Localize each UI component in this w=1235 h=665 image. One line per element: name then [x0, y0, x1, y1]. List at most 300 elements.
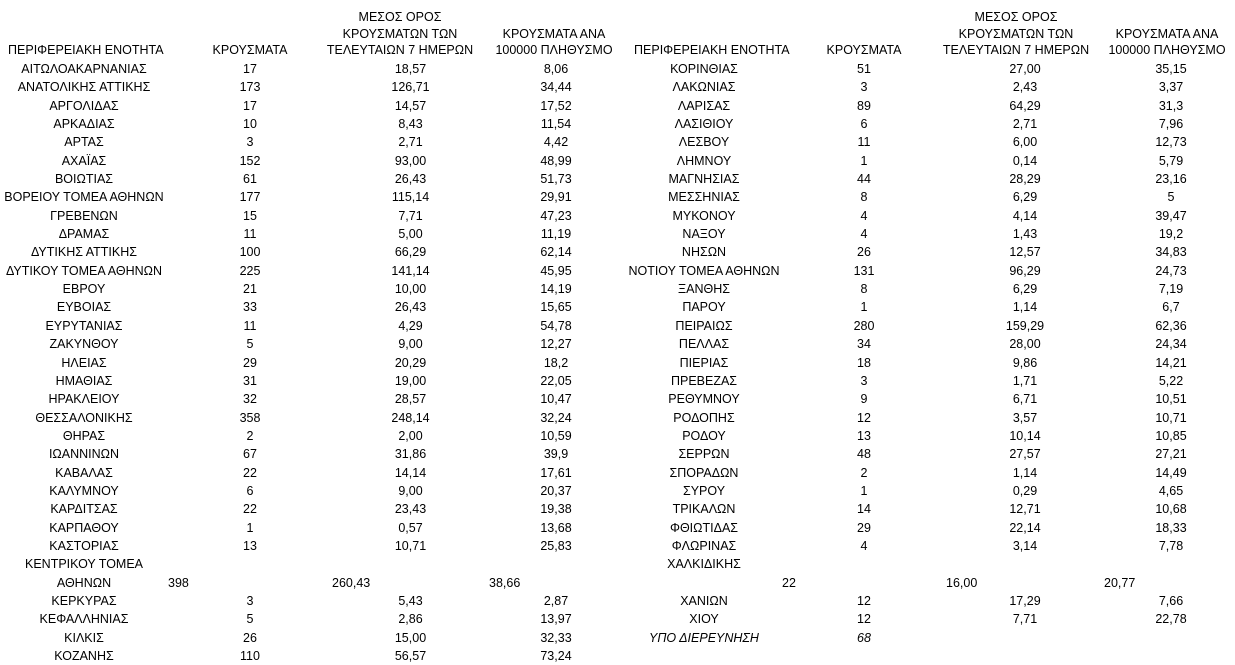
cell-text: ΑΡΓΟΛΙΔΑΣ — [49, 98, 119, 113]
cell-cases — [168, 317, 332, 335]
cell-text: ΚΑΡΠΑΘΟΥ — [49, 520, 119, 535]
cell-text: 4,29 — [398, 318, 423, 333]
cell-per100k — [1104, 335, 1235, 353]
cell-text: 10 — [243, 117, 257, 132]
cell-text: 14,49 — [1155, 465, 1187, 480]
cell-region — [626, 207, 782, 225]
cell-text: 61 — [243, 172, 257, 187]
cell-text: 11 — [243, 227, 257, 242]
cell-region — [0, 225, 168, 243]
cell-per100k — [489, 152, 623, 170]
cell-avg7 — [946, 372, 1104, 390]
cell-text: 18,2 — [543, 355, 569, 370]
header-avg7-line2: ΚΡΟΥΣΜΑΤΩΝ ΤΩΝ — [958, 26, 1074, 41]
cell-text: 7,71 — [398, 208, 423, 223]
cell-text: 3 — [246, 593, 254, 608]
cell-text: 7,96 — [1158, 117, 1184, 132]
cell-text: ΦΛΩΡΙΝΑΣ — [671, 538, 737, 553]
cell-text: 9 — [860, 392, 868, 407]
cell-region — [626, 280, 782, 298]
cell-text: 26,43 — [394, 172, 427, 187]
cell-per100k — [489, 317, 623, 335]
cell-cases — [782, 133, 946, 151]
header-cases-right: ΚΡΟΥΣΜΑΤΑ — [826, 43, 902, 57]
cell-avg7 — [332, 207, 489, 225]
cell-per100k — [489, 133, 623, 151]
cell-text: ΑΡΚΑΔΙΑΣ — [53, 117, 115, 132]
cell-text: 2,71 — [1012, 117, 1038, 132]
cell-text: 62,14 — [540, 245, 572, 260]
cell-text: 29,91 — [540, 190, 572, 205]
cell-text: 67 — [243, 447, 257, 462]
cell-avg7 — [332, 629, 489, 647]
cell-text: 3 — [860, 373, 868, 388]
cell-text: ΕΥΡΥΤΑΝΙΑΣ — [45, 318, 123, 333]
cell-text: 2 — [860, 465, 868, 480]
header-per100k-right — [1100, 26, 1234, 59]
cell-per100k — [1104, 97, 1235, 115]
cell-cases — [782, 592, 946, 610]
cell-per100k — [1104, 519, 1235, 537]
cell-text: 27,21 — [1155, 447, 1187, 462]
cell-cases — [168, 390, 332, 408]
cell-text: 14 — [857, 502, 871, 517]
cell-text: ΠΑΡΟΥ — [682, 300, 726, 315]
cell-per100k — [1104, 629, 1235, 647]
header-cases-left: ΚΡΟΥΣΜΑΤΑ — [212, 43, 288, 57]
cell-per100k — [1104, 482, 1235, 500]
cell-text: 17,52 — [540, 98, 572, 113]
cell-region — [0, 188, 168, 206]
cell-region — [0, 647, 168, 665]
cell-region — [0, 262, 168, 280]
cell-text: ΔΥΤΙΚΟΥ ΤΟΜΕΑ ΑΘΗΝΩΝ — [5, 263, 163, 278]
header-region-right: ΠΕΡΙΦΕΡΕΙΑΚΗ ΕΝΟΤΗΤΑ — [634, 43, 790, 57]
cell-text: 26 — [857, 245, 871, 260]
cell-avg7 — [946, 152, 1104, 170]
cell-text: 4,42 — [543, 135, 569, 150]
cell-text: ΕΒΡΟΥ — [62, 282, 106, 297]
cell-per100k — [1104, 592, 1235, 610]
cell-text: ΚΑΛΥΜΝΟΥ — [49, 483, 119, 498]
cell-region — [0, 519, 168, 537]
cell-text: 3,37 — [1158, 80, 1184, 95]
cell-text: 5,00 — [398, 227, 423, 242]
cell-avg7 — [332, 298, 489, 316]
cell-avg7 — [332, 280, 489, 298]
table-row — [626, 519, 1235, 537]
cell-avg7 — [946, 555, 1104, 592]
table-row — [0, 647, 623, 665]
cell-region — [626, 133, 782, 151]
cell-avg7 — [946, 537, 1104, 555]
cell-text: 1 — [860, 300, 868, 315]
cell-per100k — [489, 555, 623, 592]
table-row — [626, 629, 1235, 647]
cell-cases — [168, 298, 332, 316]
cell-text: ΧΙΟΥ — [689, 612, 719, 627]
cell-text: 5 — [246, 612, 254, 627]
cell-region — [626, 170, 782, 188]
cell-text: ΒΟΙΩΤΙΑΣ — [54, 172, 114, 187]
cell-region — [626, 262, 782, 280]
cell-text: 3,57 — [1012, 410, 1038, 425]
table-row — [0, 188, 623, 206]
cell-avg7 — [946, 317, 1104, 335]
cell-text: 24,73 — [1155, 263, 1187, 278]
table-row — [626, 482, 1235, 500]
cell-text: 2,86 — [398, 612, 423, 627]
table-row — [0, 390, 623, 408]
cell-text: 15,00 — [394, 630, 427, 645]
cell-text: ΜΕΣΣΗΝΙΑΣ — [668, 190, 740, 205]
cell-cases — [782, 445, 946, 463]
cell-avg7 — [946, 409, 1104, 427]
cell-text: 31,86 — [394, 447, 427, 462]
cell-region — [0, 537, 168, 555]
cell-avg7 — [332, 500, 489, 518]
cell-text: 23,43 — [394, 502, 427, 517]
cell-text: ΡΟΔΟΥ — [682, 428, 726, 443]
table-row — [626, 170, 1235, 188]
cell-cases — [782, 280, 946, 298]
cell-per100k — [1104, 445, 1235, 463]
cell-text: 33 — [243, 300, 257, 315]
cell-cases — [168, 243, 332, 261]
cell-text: ΚΑΣΤΟΡΙΑΣ — [49, 538, 119, 553]
cell-text: 20,29 — [394, 355, 427, 370]
cell-text: 173 — [239, 80, 261, 95]
cell-per100k — [489, 262, 623, 280]
cell-text: 152 — [239, 153, 261, 168]
cell-per100k — [1104, 60, 1235, 78]
cell-cases — [168, 519, 332, 537]
table-row — [0, 225, 623, 243]
cell-per100k — [489, 482, 623, 500]
cell-region — [0, 629, 168, 647]
cell-region — [0, 555, 168, 592]
cell-text: 398 — [168, 575, 189, 590]
cell-text: 34,44 — [540, 80, 572, 95]
table-row — [0, 354, 623, 372]
cell-avg7 — [946, 78, 1104, 96]
cell-text: 12 — [857, 593, 871, 608]
cell-text: 14,14 — [394, 465, 427, 480]
cell-text: 12 — [857, 612, 871, 627]
cell-text: 13,97 — [540, 612, 572, 627]
cell-cases — [782, 152, 946, 170]
cell-per100k — [489, 97, 623, 115]
cell-text: 8 — [860, 282, 868, 297]
cell-text: 23,16 — [1155, 172, 1187, 187]
cell-per100k — [1104, 243, 1235, 261]
cell-text: 10,68 — [1155, 502, 1187, 517]
cell-region — [0, 60, 168, 78]
cell-text: 1 — [246, 520, 254, 535]
cell-text: 9,86 — [1012, 355, 1038, 370]
cell-region — [0, 464, 168, 482]
table-row — [626, 280, 1235, 298]
table-row — [0, 207, 623, 225]
cell-per100k — [1104, 115, 1235, 133]
cell-text: 89 — [857, 98, 871, 113]
cell-text: ΜΑΓΝΗΣΙΑΣ — [668, 172, 740, 187]
cell-text: 6,71 — [1012, 392, 1038, 407]
cell-text: 34 — [857, 337, 871, 352]
cell-region — [626, 427, 782, 445]
table-row — [626, 225, 1235, 243]
cell-text: 10,00 — [394, 282, 427, 297]
cell-text: 0,14 — [1012, 153, 1038, 168]
cell-region — [0, 207, 168, 225]
cell-text: 4 — [860, 227, 868, 242]
cell-avg7 — [946, 629, 1104, 647]
cell-avg7 — [332, 188, 489, 206]
cell-region — [626, 482, 782, 500]
cell-avg7 — [332, 372, 489, 390]
table-row — [626, 592, 1235, 610]
cell-text: ΙΩΑΝΝΙΝΩΝ — [48, 447, 120, 462]
cell-region-line2: ΑΘΗΝΩΝ — [56, 575, 112, 590]
cell-text: ΥΠΟ ΔΙΕΡΕΥΝΗΣΗ — [649, 630, 759, 645]
cell-cases — [168, 500, 332, 518]
cell-text: 260,43 — [332, 575, 371, 590]
cell-text: 51,73 — [540, 172, 572, 187]
cell-avg7 — [946, 427, 1104, 445]
cell-text: 177 — [239, 190, 261, 205]
cell-avg7 — [332, 427, 489, 445]
cell-text: ΚΟΖΑΝΗΣ — [54, 649, 114, 663]
cell-text: 44 — [857, 172, 871, 187]
cell-cases — [168, 555, 332, 592]
cell-text: ΤΡΙΚΑΛΩΝ — [672, 502, 736, 517]
cell-avg7 — [946, 60, 1104, 78]
table-row — [0, 298, 623, 316]
cell-text: 38,66 — [489, 575, 521, 590]
cell-text: 22,78 — [1155, 612, 1187, 627]
table-row — [626, 188, 1235, 206]
cell-text: 26 — [243, 630, 257, 645]
cell-avg7 — [946, 207, 1104, 225]
cell-text: 0,29 — [1012, 483, 1038, 498]
cell-per100k — [489, 519, 623, 537]
cell-text: 110 — [240, 649, 260, 663]
table-row — [626, 335, 1235, 353]
cell-per100k — [1104, 555, 1235, 592]
header-per100k-line1: ΚΡΟΥΣΜΑΤΑ ΑΝΑ — [502, 26, 606, 41]
cell-text: 10,51 — [1155, 392, 1187, 407]
table-row — [0, 409, 623, 427]
table-row — [626, 409, 1235, 427]
cell-avg7 — [332, 115, 489, 133]
cell-per100k — [489, 592, 623, 610]
cell-text: 6,29 — [1012, 190, 1038, 205]
cell-text: 12,73 — [1155, 135, 1187, 150]
cell-text: ΘΕΣΣΑΛΟΝΙΚΗΣ — [35, 410, 133, 425]
cell-text: 6,29 — [1012, 282, 1038, 297]
cell-region — [626, 519, 782, 537]
cell-text: ΚΙΛΚΙΣ — [64, 630, 104, 645]
cell-text: 2,87 — [543, 593, 569, 608]
cell-text: 54,78 — [540, 318, 572, 333]
cell-region-line1: ΚΕΝΤΡΙΚΟΥ ΤΟΜΕΑ — [25, 557, 143, 572]
cell-text: 18 — [857, 355, 871, 370]
cell-per100k — [489, 298, 623, 316]
cell-cases — [782, 170, 946, 188]
cell-region — [626, 243, 782, 261]
cell-avg7 — [946, 133, 1104, 151]
cell-cases — [168, 354, 332, 372]
cell-text: 31,3 — [1158, 98, 1184, 113]
cell-text: 115,14 — [391, 190, 430, 205]
right-table-body — [626, 60, 1235, 647]
cell-text: ΝΟΤΙΟΥ ΤΟΜΕΑ ΑΘΗΝΩΝ — [628, 263, 780, 278]
cell-avg7 — [946, 262, 1104, 280]
header-avg7-line3: ΤΕΛΕΥΤΑΙΩΝ 7 ΗΜΕΡΩΝ — [326, 43, 474, 57]
cell-cases — [168, 427, 332, 445]
cell-text: ΦΘΙΩΤΙΔΑΣ — [669, 520, 739, 535]
cell-per100k — [1104, 78, 1235, 96]
table-row — [0, 464, 623, 482]
cell-text: 7,71 — [1012, 612, 1038, 627]
cell-text: 11,19 — [540, 227, 572, 242]
cell-avg7 — [332, 537, 489, 555]
cell-per100k — [1104, 170, 1235, 188]
table-row — [0, 280, 623, 298]
cell-text: 5,43 — [398, 593, 423, 608]
cell-per100k — [1104, 317, 1235, 335]
cell-text: ΠΡΕΒΕΖΑΣ — [670, 373, 738, 388]
cell-per100k — [489, 390, 623, 408]
cell-per100k — [489, 188, 623, 206]
cell-region — [626, 610, 782, 628]
cell-text: ΛΗΜΝΟΥ — [676, 153, 732, 168]
cell-text: 8,06 — [543, 62, 569, 76]
cell-per100k — [489, 409, 623, 427]
cell-per100k — [1104, 152, 1235, 170]
cell-cases — [782, 317, 946, 335]
cell-text: 45,95 — [540, 263, 572, 278]
cell-region — [626, 629, 782, 647]
cell-text: 1 — [860, 483, 868, 498]
table-row — [0, 482, 623, 500]
cell-avg7 — [332, 335, 489, 353]
cell-region — [626, 97, 782, 115]
cell-region — [0, 610, 168, 628]
table-row — [626, 60, 1235, 78]
cell-cases — [168, 133, 332, 151]
cell-text: 11,54 — [540, 117, 572, 132]
cell-region — [626, 500, 782, 518]
table-row — [626, 610, 1235, 628]
cell-per100k — [1104, 390, 1235, 408]
cell-avg7 — [332, 555, 489, 592]
cell-region — [0, 354, 168, 372]
cell-per100k — [1104, 262, 1235, 280]
cell-per100k — [489, 280, 623, 298]
table-row — [626, 243, 1235, 261]
cell-region — [626, 537, 782, 555]
cell-text: 26,43 — [394, 300, 427, 315]
cell-avg7 — [946, 445, 1104, 463]
cell-text: 280 — [853, 318, 875, 333]
cell-text: ΚΑΡΔΙΤΣΑΣ — [50, 502, 118, 517]
cell-cases — [782, 97, 946, 115]
cell-text: ΣΕΡΡΩΝ — [678, 447, 730, 462]
cell-region — [626, 445, 782, 463]
cell-text: 6 — [246, 483, 254, 498]
cell-text: ΑΝΑΤΟΛΙΚΗΣ ΑΤΤΙΚΗΣ — [17, 80, 151, 95]
cell-avg7 — [946, 390, 1104, 408]
cell-text: 6,00 — [1012, 135, 1038, 150]
cell-cases — [782, 500, 946, 518]
cell-text: 3 — [246, 135, 254, 150]
cell-text: 28,57 — [394, 392, 427, 407]
cell-text: ΜΥΚΟΝΟΥ — [672, 208, 736, 223]
cell-region — [626, 317, 782, 335]
cell-avg7 — [332, 354, 489, 372]
cell-avg7 — [946, 97, 1104, 115]
table-row — [0, 78, 623, 96]
cell-text: 358 — [239, 410, 261, 425]
cell-cases — [168, 445, 332, 463]
cell-region — [626, 372, 782, 390]
header-region-left: ΠΕΡΙΦΕΡΕΙΑΚΗ ΕΝΟΤΗΤΑ — [8, 43, 164, 57]
cell-text: ΑΙΤΩΛΟΑΚΑΡΝΑΝΙΑΣ — [21, 62, 147, 76]
table-row — [626, 115, 1235, 133]
cell-per100k — [489, 500, 623, 518]
cell-avg7 — [332, 317, 489, 335]
cell-avg7 — [946, 115, 1104, 133]
cell-per100k — [1104, 207, 1235, 225]
cell-region — [626, 409, 782, 427]
cell-text: 12,71 — [1009, 502, 1041, 517]
cell-text: ΝΗΣΩΝ — [681, 245, 727, 260]
table-row — [626, 354, 1235, 372]
table-row — [626, 537, 1235, 555]
cell-text: 93,00 — [394, 153, 427, 168]
cell-text: 19,2 — [1158, 227, 1184, 242]
cell-text: 10,14 — [1009, 428, 1041, 443]
cell-cases — [782, 188, 946, 206]
cell-text: 16,00 — [946, 575, 978, 590]
cell-region — [626, 555, 782, 592]
cell-cases — [168, 482, 332, 500]
cell-cases — [782, 207, 946, 225]
cell-per100k — [1104, 372, 1235, 390]
header-avg7-line3: ΤΕΛΕΥΤΑΙΩΝ 7 ΗΜΕΡΩΝ — [942, 43, 1090, 57]
table-row — [0, 115, 623, 133]
cell-text: 56,57 — [394, 649, 427, 663]
cell-cases — [168, 225, 332, 243]
cell-text: ΚΟΡΙΝΘΙΑΣ — [670, 62, 738, 76]
cell-avg7 — [332, 97, 489, 115]
cell-cases — [168, 188, 332, 206]
cell-text: 48 — [857, 447, 871, 462]
table-row — [0, 97, 623, 115]
cell-region — [0, 390, 168, 408]
cell-region — [626, 390, 782, 408]
cell-per100k — [489, 354, 623, 372]
cell-text: ΖΑΚΥΝΘΟΥ — [49, 337, 119, 352]
cell-region — [626, 335, 782, 353]
table-row — [626, 390, 1235, 408]
cell-text: 4,65 — [1158, 483, 1184, 498]
table-row — [0, 555, 623, 592]
cell-text: 14,21 — [1155, 355, 1187, 370]
cell-per100k — [1104, 537, 1235, 555]
cell-text: 66,29 — [394, 245, 427, 260]
